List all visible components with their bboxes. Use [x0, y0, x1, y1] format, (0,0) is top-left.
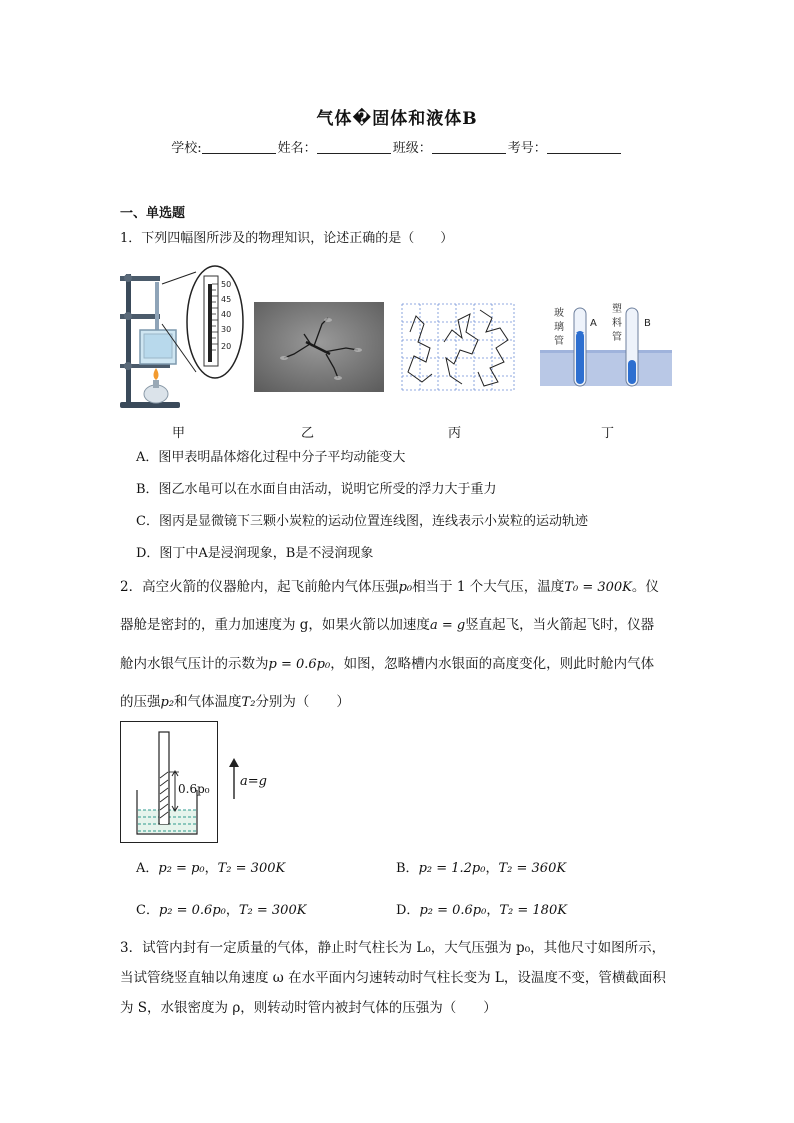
q2-line-3: 舱内水银气压计的示数为p = 0.6p₀，如图，忽略槽内水银面的高度变化，则此时舱内气体	[120, 656, 655, 672]
q1-option-b[interactable]: B．图乙水黾可以在水面自由活动，说明它所受的浮力大于重力	[136, 482, 497, 497]
caption-jia: 甲	[172, 426, 186, 441]
q2-option-d[interactable]: D．p₂ = 0.6p₀，T₂ = 180K	[396, 903, 567, 918]
name-label: 姓名：	[277, 141, 317, 156]
section-heading: 一、单选题	[120, 206, 186, 221]
student-info-line	[0, 137, 794, 156]
label-glass-2: 璃	[554, 322, 564, 333]
page-title: 气体�固体和液体B	[316, 109, 478, 129]
q1-option-c[interactable]: C．图丙是显微镜下三颗小炭粒的运动位置连线图，连线表示小炭粒的运动轨迹	[136, 514, 588, 529]
tick-45: 45	[221, 295, 232, 304]
label-b: B	[644, 318, 651, 329]
tick-50: 50	[221, 280, 232, 289]
tick-20: 20	[221, 342, 232, 351]
q1-stem: 1．下列四幅图所涉及的物理知识，论述正确的是（ ）	[120, 231, 454, 246]
caption-bing: 丙	[448, 426, 462, 441]
school-blank[interactable]	[202, 141, 276, 154]
water-trough	[540, 350, 672, 386]
q1-option-a[interactable]: A．图甲表明晶体熔化过程中分子平均动能变大	[136, 450, 406, 465]
stand-rod	[126, 274, 131, 406]
q1-figure-jia	[118, 264, 248, 414]
exam-no-label: 考号：	[507, 141, 547, 156]
caption-ding: 丁	[601, 426, 615, 441]
q3-line-1: 3．试管内封有一定质量的气体，静止时气柱长为 L₀，大气压强为 p₀，其他尺寸如图所示，	[120, 940, 666, 956]
label-glass-3: 管	[554, 336, 564, 347]
label-glass-1: 玻	[554, 308, 564, 319]
exam-no-blank[interactable]	[547, 141, 621, 154]
q1-figure-bing	[400, 302, 516, 392]
class-blank[interactable]	[432, 141, 506, 154]
name-blank[interactable]	[317, 141, 391, 154]
class-label: 班级：	[392, 141, 432, 156]
caption-yi: 乙	[301, 426, 315, 441]
tick-40: 40	[221, 310, 232, 319]
q3-line-3: 为 S，水银密度为 ρ，则转动时管内被封气体的压强为（ ）	[120, 1000, 497, 1016]
q1-figure-yi	[254, 302, 384, 392]
stand-base	[120, 402, 180, 408]
q2-line-4: 的压强p₂和气体温度T₂分别为（ ）	[120, 694, 350, 710]
label-plastic-1: 塑	[612, 304, 622, 315]
q2-option-b[interactable]: B．p₂ = 1.2p₀，T₂ = 360K	[396, 861, 567, 876]
q1-figure-ding	[540, 302, 672, 392]
label-a: A	[590, 318, 597, 329]
flame	[154, 368, 159, 380]
q2-figure-box	[120, 721, 218, 843]
q2-option-a[interactable]: A．p₂ = p₀，T₂ = 300K	[136, 861, 286, 876]
q3-line-2: 当试管绕竖直轴以角速度 ω 在水平面内匀速转动时气柱长变为 L，设温度不变，管横截面积	[120, 970, 666, 986]
height-label: 0.6p₀	[178, 782, 210, 796]
water-photo	[254, 302, 384, 392]
q1-option-d[interactable]: D．图丁中A是浸润现象，B是不浸润现象	[136, 546, 374, 561]
q2-option-c[interactable]: C．p₂ = 0.6p₀，T₂ = 300K	[136, 903, 307, 918]
label-plastic-3: 管	[612, 332, 622, 343]
label-plastic-2: 料	[612, 318, 622, 329]
particle-paths	[408, 310, 508, 386]
accel-arrow	[228, 757, 240, 801]
q2-line-1: 2．高空火箭的仪器舱内，起飞前舱内气体压强p₀相当于 1 个大气压，温度T₀ = 300K。仪	[120, 579, 659, 595]
school-label: 学校:	[171, 141, 202, 156]
tick-30: 30	[221, 325, 232, 334]
q2-line-2: 器舱是密封的，重力加速度为 g，如果火箭以加速度a = g竖直起飞，当火箭起飞时，仪器	[120, 617, 655, 633]
accel-label: a=g	[240, 774, 267, 789]
